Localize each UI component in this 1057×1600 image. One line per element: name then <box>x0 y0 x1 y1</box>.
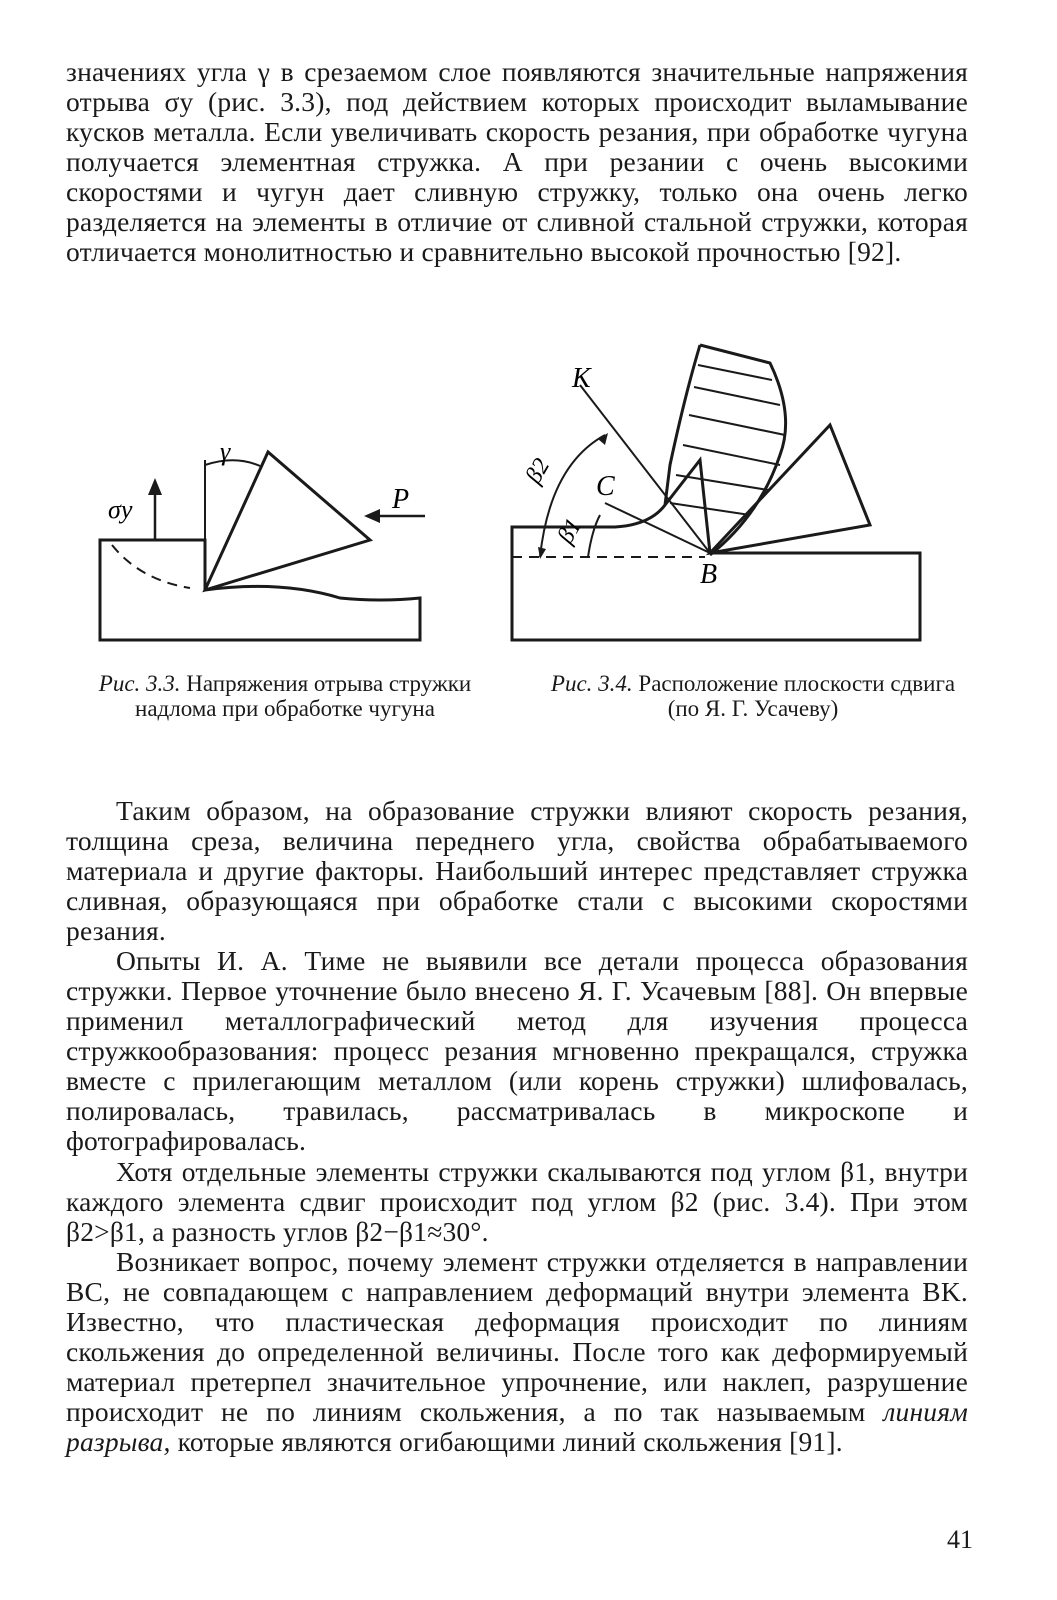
paragraph-4: Хотя отдельные элементы стружки скалываются под углом β1, внутри каждого элемента сдвиг происходит под углом β2 (рис. 3.4). При этом β2>β1, а разность углов β2−β1≈30°. <box>66 1156 968 1247</box>
k-label: K <box>572 363 591 394</box>
sigma-label: σу <box>108 495 133 524</box>
caption-fig-3-3: Рис. 3.3. Напряжения отрыва стружки надлома при обработке чугуна <box>98 671 472 721</box>
paragraph-3: Опыты И. А. Тиме не выявили все детали процесса образования стружки. Первое уточнение было внесено Я. Г. Усачевым [88]. Он впервые применил металлографический метод для изучения процесса стружкообразования: процесс резания мгновенно прекращался, стружка вместе с прилегающим металлом (или корень стружки) шлифовалась, полировалась, травилась, рассматривалась в микроскопе и фотографировалась. <box>66 945 968 1156</box>
workpiece-outline <box>100 540 420 640</box>
paragraph-5: Возникает вопрос, почему элемент стружки отделяется в направлении BC, не совпадающем с направлением деформаций внутри элемента BK. Известно, что пластическая деформация происходит по линиям скольжения до определенной величины. После того как деформируемый материал претерпел значительное упрочнение, или наклеп, разрушение происходит не по линиям скольжения, а по так называемым линиям разрыва, которые являются огибающими линий скольжения [91]. <box>66 1246 968 1457</box>
paragraph-1: значениях угла γ в срезаемом слое появляются значительные напряжения отрыва σу (рис. 3.3), под действием которых происходит выламывание кусков металла. Если увеличивать скорость резания, при обработке чугуна получается элементная стружка. А при резании с очень высокими скоростями и чугун дает сливную стружку, только она очень легко разделяется на элементы в отличие от сливной стальной стружки, которая отличается монолитностью и сравнительно высокой прочностью [92]. <box>66 56 968 267</box>
beta1-label: β1 <box>552 514 588 548</box>
cutting-tool-outline <box>205 452 370 590</box>
caption-fig-3-4: Рис. 3.4. Расположение плоскости сдвига (по Я. Г. Усачеву) <box>550 671 956 721</box>
page-number: 41 <box>947 1525 973 1554</box>
gamma-label: γ <box>220 437 231 466</box>
beta2-label: β2 <box>520 454 556 488</box>
chip-outline <box>700 345 786 555</box>
force-label: P <box>392 484 410 515</box>
crack-dashed-line <box>112 545 190 588</box>
figure-3-3 <box>80 430 480 650</box>
c-label: C <box>596 471 615 502</box>
paragraph-2: Таким образом, на образование стружки влияют скорость резания, толщина среза, величина переднего угла, свойства обрабатываемого материала и другие факторы. Наибольший интерес представляет стружка сливная, образующаяся при обработке стали с высокими скоростями резания. <box>66 795 968 946</box>
figure-3-4 <box>500 335 940 650</box>
b-label: B <box>700 559 718 590</box>
